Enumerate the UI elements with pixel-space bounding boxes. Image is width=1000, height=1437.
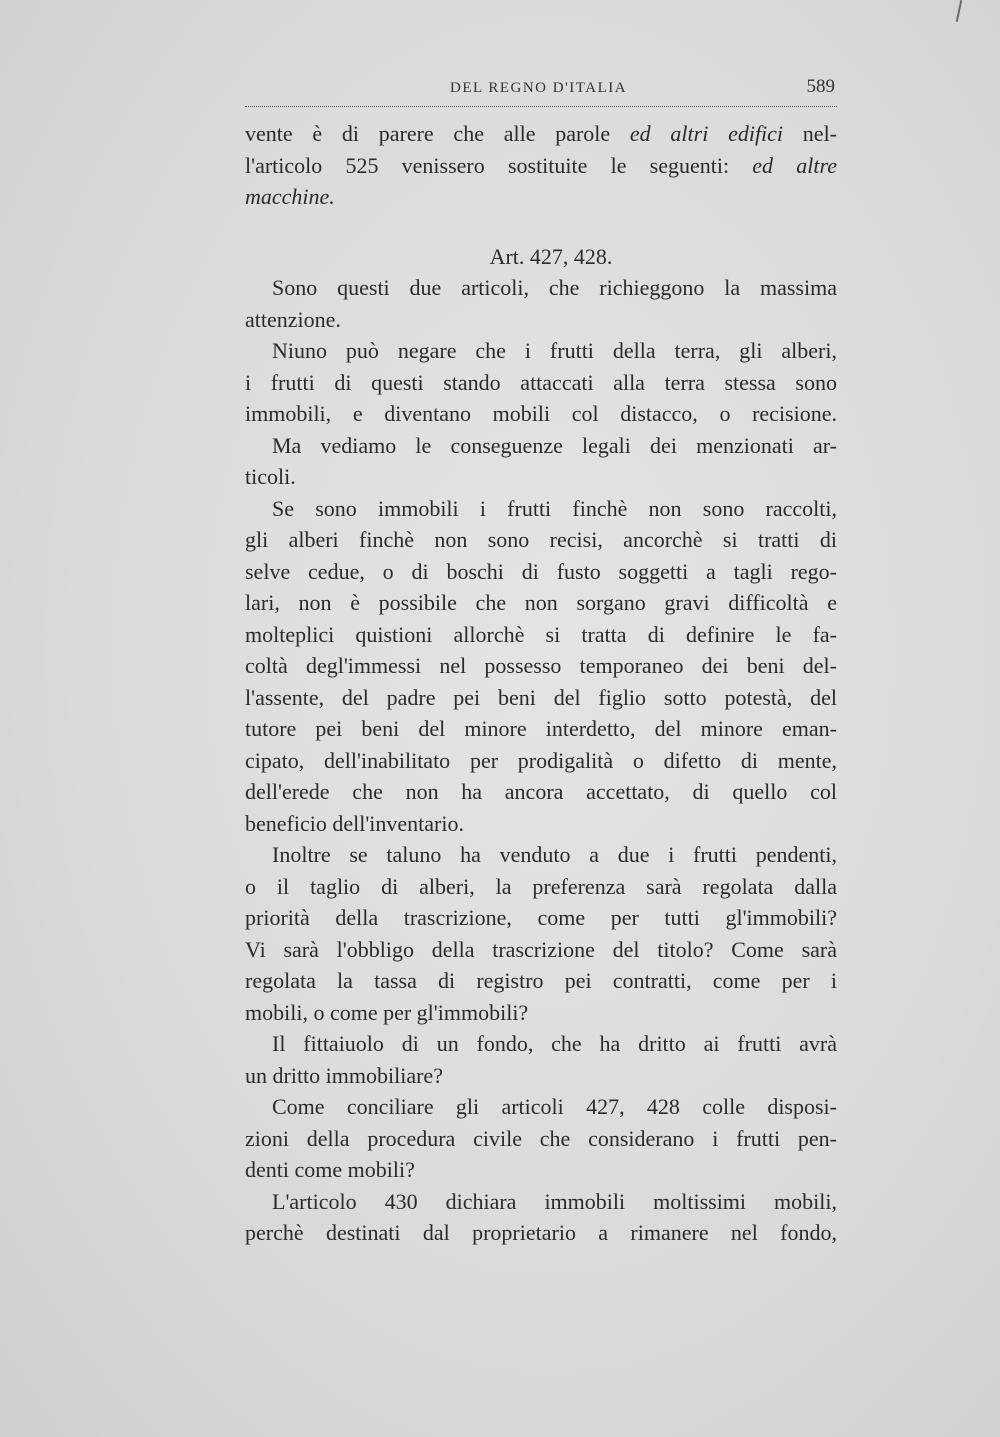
running-head: DEL REGNO D'ITALIA bbox=[450, 80, 628, 96]
paragraph-first-line: L'articolo 430 dichiara immobili moltissimi mobili, bbox=[272, 1188, 837, 1214]
text-line: priorità della trascrizione, come per tutti gl'immobili? bbox=[245, 905, 837, 930]
text-run: nel- bbox=[783, 121, 837, 146]
page-header bbox=[245, 74, 837, 107]
text-line: tutore pei beni del minore interdetto, del minore eman- bbox=[245, 716, 837, 741]
paragraph-first-line: Niuno può negare che i frutti della terra, gli alberi, bbox=[272, 338, 837, 363]
paragraph-first-line: Come conciliare gli articoli 427, 428 colle disposi- bbox=[272, 1094, 837, 1119]
text-run: vente è di parere che alle parole bbox=[245, 121, 630, 146]
text-line: coltà degl'immessi nel possesso temporaneo dei beni del- bbox=[245, 653, 837, 678]
paragraph-last-line: denti come mobili? bbox=[245, 1157, 415, 1182]
paragraph-last-line: beneficio dell'inventario. bbox=[245, 810, 464, 836]
text-line: perchè destinati dal proprietario a rimanere nel fondo, bbox=[245, 1220, 837, 1245]
text-line bbox=[245, 118, 837, 150]
text-line: gli alberi finchè non sono recisi, ancorchè si tratti di bbox=[245, 527, 837, 552]
text-line: macchine. bbox=[245, 184, 335, 209]
paragraph-last-line: ticoli. bbox=[245, 464, 296, 489]
page-edge-mark bbox=[956, 0, 963, 22]
article-heading: Art. 427, 428. bbox=[489, 243, 613, 269]
text-line: molteplici quistioni allorchè si tratta di definire le fa- bbox=[245, 621, 837, 647]
body-text bbox=[245, 118, 837, 1249]
paragraph-last-line: attenzione. bbox=[245, 306, 341, 332]
paragraph-first-line: Ma vediamo le conseguenze legali dei menzionati ar- bbox=[272, 432, 837, 458]
text-run: l'articolo 525 venissero sostituite le seguenti: bbox=[245, 152, 753, 178]
text-line: lari, non è possibile che non sorgano gravi difficoltà e bbox=[245, 590, 837, 615]
paragraph-last-line: immobili, e diventano mobili col distacco, o recisione. bbox=[245, 401, 837, 426]
text-line: dell'erede che non ha ancora accettato, di quello col bbox=[245, 779, 837, 804]
text-line: selve cedue, o di boschi di fusto soggetti a tagli rego- bbox=[245, 558, 837, 584]
paragraph-first-line: Il fittaiuolo di un fondo, che ha dritto ai frutti avrà bbox=[272, 1031, 837, 1056]
section-gap bbox=[245, 213, 837, 241]
text-line: o il taglio di alberi, la preferenza sarà regolata dalla bbox=[245, 873, 837, 899]
italic-phrase: ed altre bbox=[752, 152, 837, 178]
text-line bbox=[245, 150, 837, 182]
page-number: 589 bbox=[806, 76, 835, 97]
text-line: cipato, dell'inabilitato per prodigalità o difetto di mente, bbox=[245, 747, 837, 773]
paragraph-first-line: Inoltre se taluno ha venduto a due i frutti pendenti, bbox=[272, 842, 837, 867]
italic-phrase: ed altri edifici bbox=[629, 121, 784, 146]
paragraph-last-line: un dritto immobiliare? bbox=[245, 1062, 443, 1088]
text-line: zioni della procedura civile che considerano i frutti pen- bbox=[245, 1125, 837, 1151]
text-line: l'assente, del padre pei beni del figlio sotto potestà, del bbox=[245, 684, 837, 710]
paragraph-first-line: Sono questi due articoli, che richieggono la massima bbox=[272, 275, 837, 300]
paragraph-first-line: Se sono immobili i frutti finchè non sono raccolti, bbox=[272, 495, 837, 521]
text-line: regolata la tassa di registro pei contratti, come per i bbox=[245, 968, 837, 993]
paragraph-last-line: mobili, o come per gl'immobili? bbox=[245, 999, 529, 1025]
text-line: Vi sarà l'obbligo della trascrizione del titolo? Come sarà bbox=[245, 936, 837, 962]
text-line: i frutti di questi stando attaccati alla terra stessa sono bbox=[245, 369, 837, 395]
